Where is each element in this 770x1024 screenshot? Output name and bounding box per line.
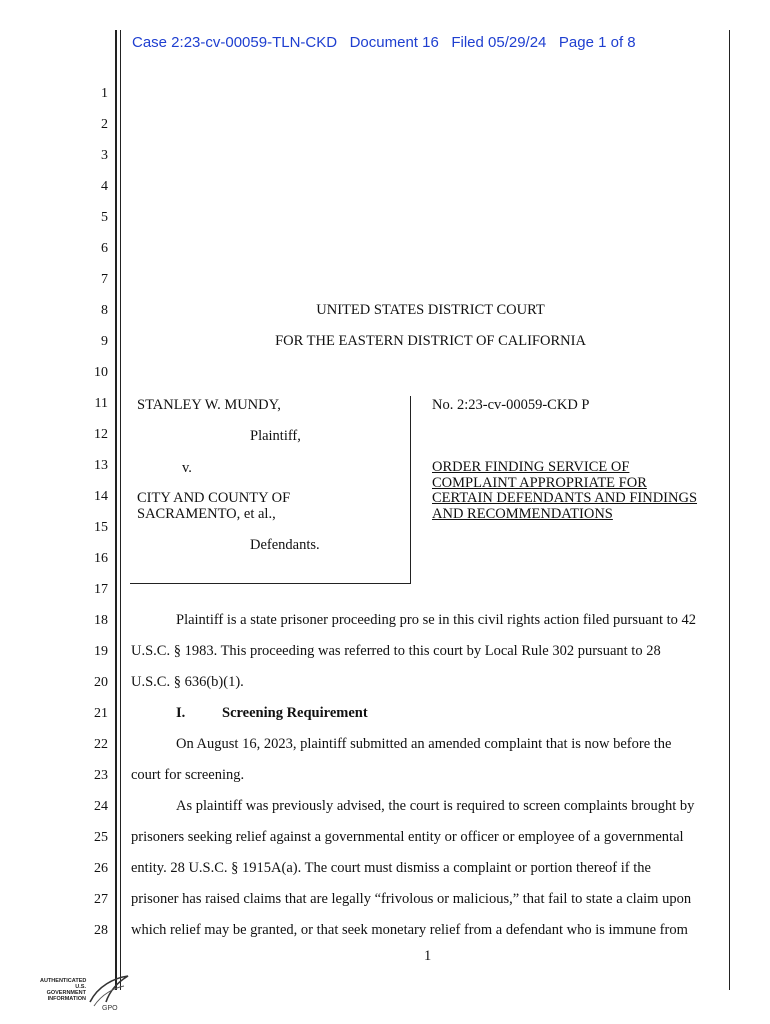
plaintiff-name: STANLEY W. MUNDY, bbox=[137, 397, 281, 413]
defendant-role: Defendants. bbox=[250, 537, 320, 553]
order-title bbox=[432, 460, 697, 522]
caption-divider-vertical bbox=[410, 396, 411, 584]
header-page: Page 1 of 8 bbox=[558, 34, 636, 51]
line-number: 7 bbox=[101, 272, 108, 287]
line-number: 24 bbox=[94, 799, 108, 814]
gpo-line: AUTHENTICATED bbox=[40, 978, 87, 984]
line-number: 20 bbox=[94, 675, 108, 690]
left-margin-rule-inner bbox=[120, 30, 121, 990]
page-number: 1 bbox=[424, 948, 432, 964]
right-margin-rule bbox=[729, 30, 730, 990]
gpo-line: INFORMATION bbox=[47, 996, 86, 1002]
section-number: I. bbox=[176, 705, 186, 721]
order-title-line1: ORDER FINDING SERVICE OF bbox=[432, 459, 630, 475]
body-line: entity. 28 U.S.C. § 1915A(a). The court must dismiss a complaint or portion thereof if the bbox=[131, 860, 651, 876]
body-line: court for screening. bbox=[131, 767, 245, 783]
header-document: Document 16 bbox=[349, 34, 439, 51]
line-number: 11 bbox=[94, 396, 108, 411]
body-line: prisoners seeking relief against a governmental entity or officer or employee of a governmental bbox=[131, 829, 684, 845]
gpo-mark-text: GPO bbox=[102, 1005, 118, 1012]
line-number: 4 bbox=[101, 179, 108, 194]
order-title-line4: AND RECOMMENDATIONS bbox=[432, 505, 613, 522]
line-number: 25 bbox=[94, 830, 108, 845]
line-number: 18 bbox=[94, 613, 108, 628]
header-filed: Filed 05/29/24 bbox=[451, 34, 547, 51]
court-district: FOR THE EASTERN DISTRICT OF CALIFORNIA bbox=[275, 333, 586, 349]
body-line: Plaintiff is a state prisoner proceeding pro se in this civil rights action filed pursuant to 42 bbox=[176, 612, 697, 628]
line-number: 23 bbox=[94, 768, 108, 783]
order-title-line3: CERTAIN DEFENDANTS AND FINDINGS bbox=[432, 490, 698, 506]
line-number: 17 bbox=[94, 582, 108, 597]
gpo-seal-text bbox=[40, 978, 86, 1002]
body-line: prisoner has raised claims that are legally “frivolous or malicious,” that fail to state a claim upon bbox=[131, 891, 692, 907]
line-number: 15 bbox=[94, 520, 108, 535]
gpo-authentication-seal bbox=[40, 972, 130, 1016]
line-number: 26 bbox=[94, 861, 108, 876]
line-number: 5 bbox=[101, 210, 108, 225]
gpo-eagle-icon bbox=[84, 972, 130, 1012]
body-line: As plaintiff was previously advised, the court is required to screen complaints brought by bbox=[176, 798, 695, 814]
line-number: 14 bbox=[94, 489, 108, 504]
section-heading: Screening Requirement bbox=[222, 705, 368, 721]
defendant-line1: CITY AND COUNTY OF bbox=[137, 490, 291, 506]
body-line: U.S.C. § 636(b)(1). bbox=[131, 674, 244, 690]
line-number: 22 bbox=[94, 737, 108, 752]
case-number: No. 2:23-cv-00059-CKD P bbox=[432, 397, 590, 413]
line-number: 6 bbox=[101, 241, 108, 256]
left-margin-rule bbox=[115, 30, 117, 990]
line-number: 3 bbox=[101, 148, 108, 163]
line-number: 16 bbox=[94, 551, 108, 566]
line-number: 1 bbox=[101, 86, 108, 101]
header-case: Case 2:23-cv-00059-TLN-CKD bbox=[132, 34, 338, 51]
line-number: 8 bbox=[101, 303, 108, 318]
versus: v. bbox=[182, 460, 192, 476]
plaintiff-role: Plaintiff, bbox=[250, 428, 301, 444]
line-number: 27 bbox=[94, 892, 108, 907]
order-title-line2: COMPLAINT APPROPRIATE FOR bbox=[432, 474, 647, 491]
line-number: 10 bbox=[94, 365, 108, 380]
line-number: 19 bbox=[94, 644, 108, 659]
court-name: UNITED STATES DISTRICT COURT bbox=[316, 302, 545, 318]
body-line: which relief may be granted, or that seek monetary relief from a defendant who is immune from bbox=[131, 922, 688, 938]
line-number: 21 bbox=[94, 706, 108, 721]
gpo-line: U.S. GOVERNMENT bbox=[46, 984, 86, 996]
ecf-header bbox=[132, 34, 636, 51]
line-number: 28 bbox=[94, 923, 108, 938]
defendant-line2: SACRAMENTO, et al., bbox=[137, 506, 276, 522]
line-number: 12 bbox=[94, 427, 108, 442]
body-line: On August 16, 2023, plaintiff submitted an amended complaint that is now before the bbox=[176, 736, 672, 752]
caption-divider-horizontal bbox=[130, 583, 411, 584]
body-line: U.S.C. § 1983. This proceeding was referred to this court by Local Rule 302 pursuant to 28 bbox=[131, 643, 661, 659]
line-number: 9 bbox=[101, 334, 108, 349]
line-number: 13 bbox=[94, 458, 108, 473]
line-number: 2 bbox=[101, 117, 108, 132]
